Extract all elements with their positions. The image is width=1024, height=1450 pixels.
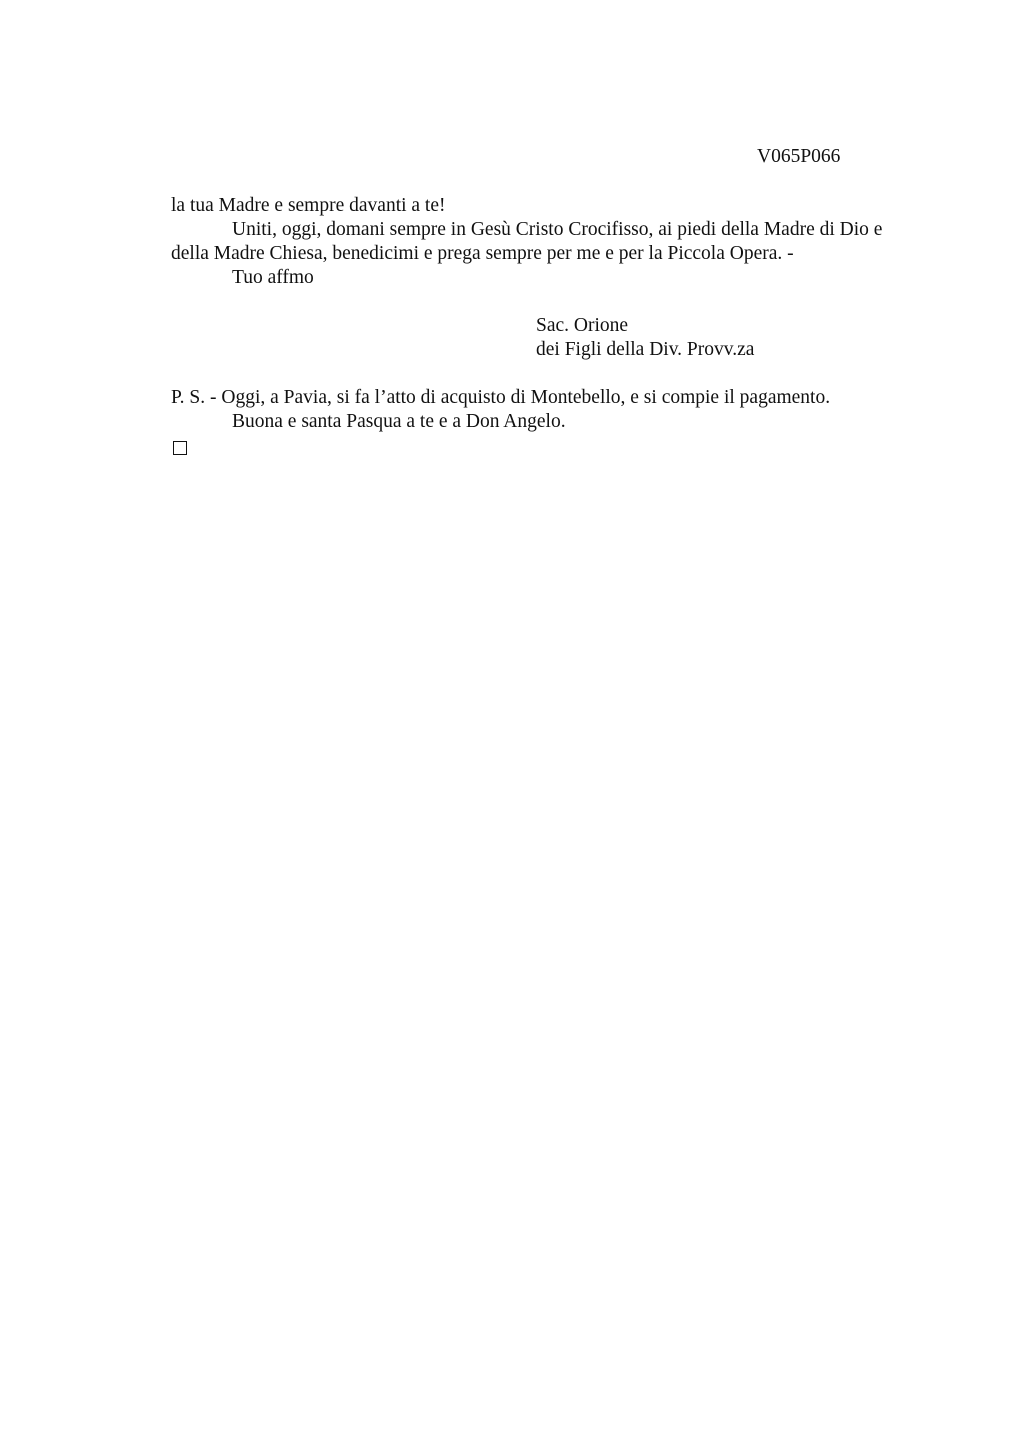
spacer: [171, 290, 931, 314]
postscript-line: Buona e santa Pasqua a te e a Don Angelo.: [232, 411, 566, 432]
signature-name: Sac. Orione: [536, 315, 629, 336]
signature-title: dei Figli della Div. Provv.za: [536, 339, 755, 360]
letter-closing: Tuo affmo: [232, 267, 314, 288]
spacer: [171, 362, 931, 386]
letter-paragraph-start: Uniti, oggi, domani sempre in Gesù Cristo Crocifisso, ai piedi della Madre di Dio e: [232, 219, 883, 240]
letter-body: [171, 194, 931, 455]
page-code: V065P066: [757, 146, 841, 167]
square-outline-icon: [173, 441, 187, 455]
postscript-line: P. S. - Oggi, a Pavia, si fa l’atto di acquisto di Montebello, e si compie il pagamento.: [171, 387, 831, 408]
letter-line: la tua Madre e sempre davanti a te!: [171, 195, 446, 216]
letter-line: della Madre Chiesa, benedicimi e prega sempre per me e per la Piccola Opera. -: [171, 243, 794, 264]
